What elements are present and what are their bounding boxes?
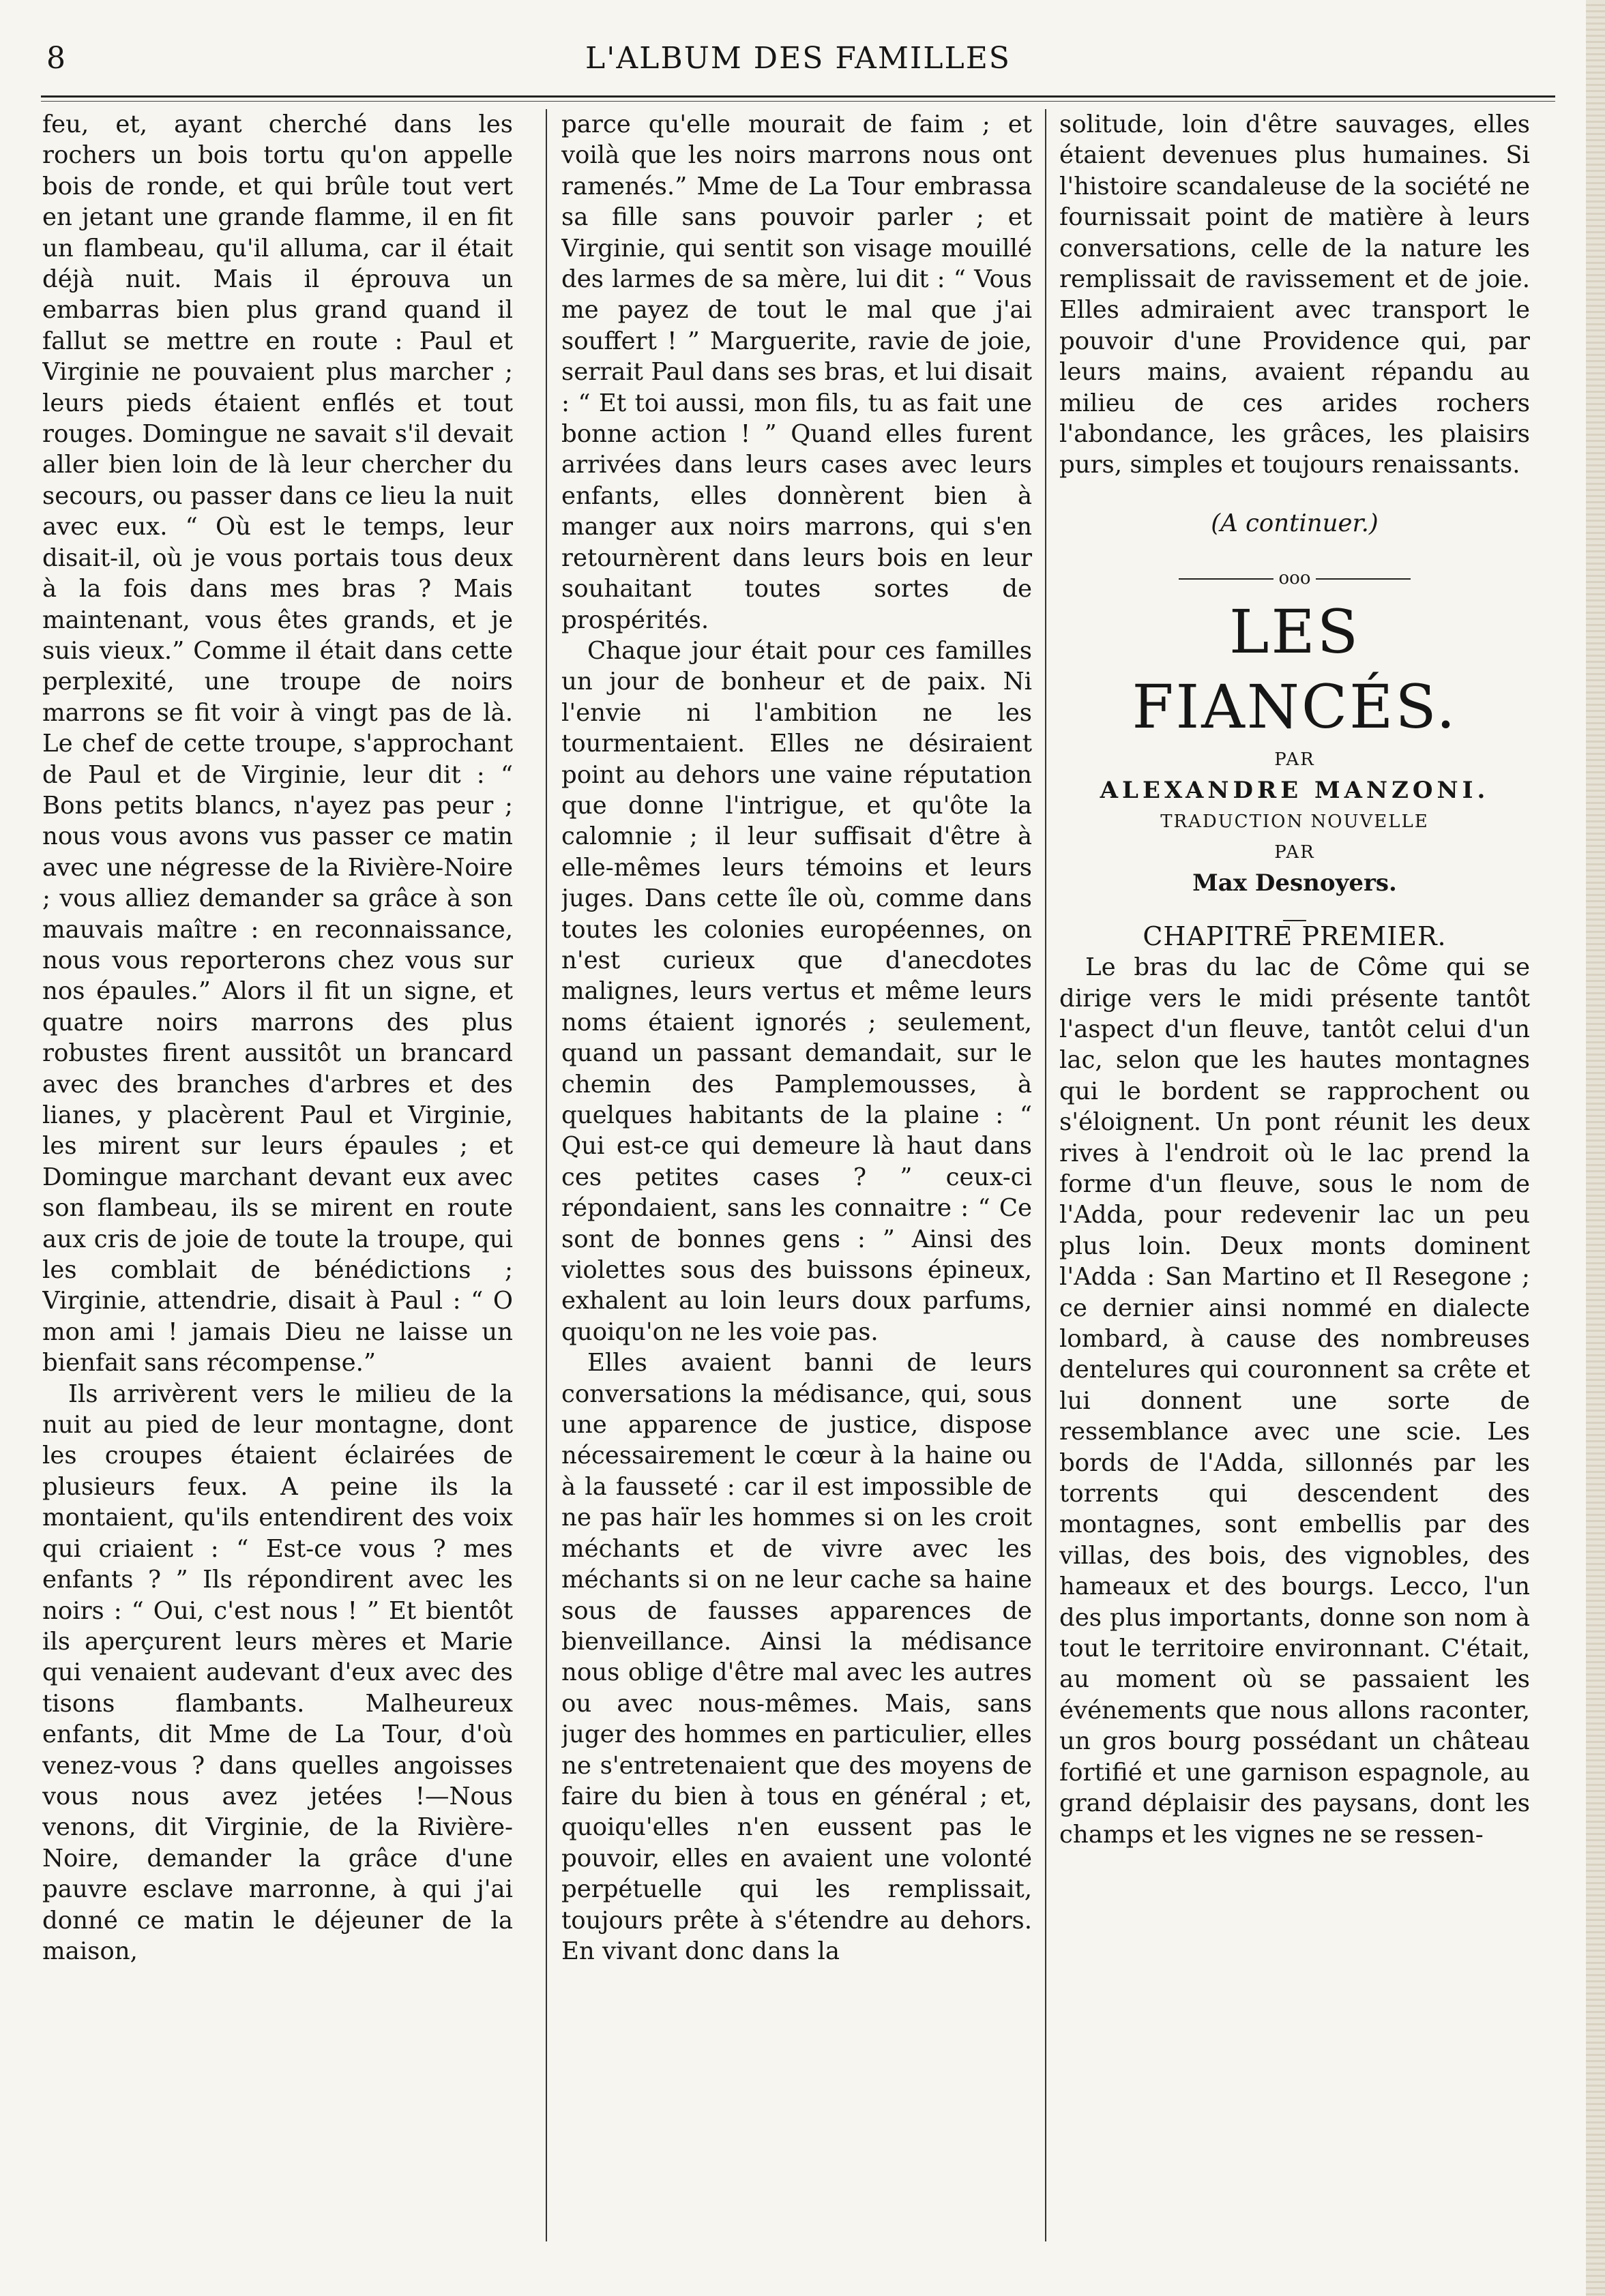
chapter-heading: CHAPITRE PREMIER. bbox=[1143, 921, 1447, 951]
column-divider-2 bbox=[1045, 109, 1046, 2241]
article-title: LES FIANCÉS. bbox=[1132, 596, 1458, 742]
paragraph: Le bras du lac de Côme qui se dirige vers le midi présente tantôt l'aspect d'un fleuve, tantôt celui d'un lac, selon que les hautes montagnes qui le bordent se rapprochent ou s'éloignent. Un pont réunit les deux rives à l'endroit où le lac prend la forme d'un fleuve, sous le nom de l'Adda, pour redevenir lac un peu plus loin. Deux monts dominent l'Adda : San Martino et Il Resegone ; ce dernier ainsi nommé en dialecte lombard, à cause des nombreuses dentelures qui couronnent sa crête et lui donnent une sorte de ressemblance avec une scie. Les bords de l'Adda, sillonnés par les torrents qui descendent des montagnes, sont embellis par des villas, des bois, des vignobles, des hameaux et des bourgs. Lecco, l'un des plus importants, donne son nom à tout le territoire environnant. C'était, au moment où se passaient les événements que nous allons raconter, un gros bourg possédant un château fortifié et une garnison espagnole, au grand déplaisir des paysans, dont les champs et les vignes ne se ressen- bbox=[1059, 953, 1530, 1849]
translation-note: TRADUCTION NOUVELLE bbox=[1160, 811, 1429, 832]
paragraph: Chaque jour était pour ces familles un jour de bonheur et de paix. Ni l'envie ni l'ambition ne les tourmentaient. Elles ne désiraient point au dehors une vaine réputation que donne l'intrigue, et qu'ôte la calomnie ; il leur suffisait d'être à elle-mêmes leurs témoins et leurs juges. Dans cette île où, comme dans toutes les colonies européennes, on n'est curieux que d'anecdotes malignes, leurs vertus et même leurs noms étaient ignorés ; seulement, quand un passant demandait, sur le chemin des Pamplemousses, à quelques habitants de la plaine : “ Qui est-ce qui demeure là haut dans ces petites cases ? ” ceux-ci répondaient, sans les connaitre : “ Ce sont de bonnes gens : ” Ainsi des violettes sous des buissons épineux, exhalent au loin leurs doux parfums, quoiqu'on ne les voie pas. bbox=[561, 636, 1032, 1346]
translator-name: Max Desnoyers. bbox=[1192, 869, 1397, 897]
byline-par: PAR bbox=[1274, 749, 1315, 770]
paragraph: feu, et, ayant cherché dans les rochers un bois tortu qu'on appelle bois de ronde, et qui brûle tout vert en jetant une grande flamme, il en fit un flambeau, qu'il alluma, car il était déjà nuit. Mais il éprouva un embarras bien plus grand quand il fallut se mettre en route : Paul et Virginie ne pouvaient plus marcher ; leurs pieds étaient enflés et tout rouges. Domingue ne savait s'il devait aller bien loin de là leur chercher du secours, ou passer dans ce lieu la nuit avec eux. “ Où est le temps, leur disait-il, où je vous portais tous deux à la fois dans mes bras ? Mais maintenant, vous êtes grands, et je suis vieux.” Comme il était dans cette perplexité, une troupe de noirs marrons se fit voir à vingt pas de là. Le chef de cette troupe, s'approchant de Paul et de Virginie, leur dit : “ Bons petits blancs, n'ayez pas peur ; nous vous avons vus passer ce matin avec une négresse de la Rivière-Noire ; vous alliez demander sa grâce à son mauvais maître : en reconnaissance, nous vous reporterons chez vous sur nos épaules.” Alors il fit un signe, et quatre noirs marrons des plus robustes firent aussitôt un brancard avec des branches d'arbres et des lianes, y placèrent Paul et Virginie, les mirent sur leurs épaules ; et Domingue marchant devant eux avec son flambeau, ils se mirent en route aux cris de joie de toute la troupe, qui les comblait de bénédictions ; Virginie, attendrie, disait à Paul : “ O mon ami ! jamais Dieu ne laisse un bienfait sans récompense.” bbox=[42, 110, 513, 1377]
author-name: ALEXANDRE MANZONI. bbox=[1100, 777, 1490, 805]
paragraph: solitude, loin d'être sauvages, elles étaient devenues plus humaines. Si l'histoire scandaleuse de la société ne fournissait point de matière à leurs conversations, celle de la nature les remplissait de ravissement et de joie. Elles admiraient avec transport le pouvoir d'une Providence qui, par leurs mains, avaient répandu au milieu de ces arides rochers l'abondance, les grâces, les plaisirs purs, simples et toujours renaissants. bbox=[1059, 110, 1530, 479]
to-be-continued: (A continuer.) bbox=[1211, 509, 1379, 537]
byline-par-2: PAR bbox=[1274, 841, 1315, 863]
column-2 bbox=[561, 109, 1032, 2248]
page-header bbox=[41, 41, 1555, 82]
column-divider-1 bbox=[546, 109, 547, 2241]
separator-mark: ooo bbox=[1278, 568, 1311, 589]
page-edge bbox=[1586, 0, 1605, 2296]
paragraph: Elles avaient banni de leurs conversations la médisance, qui, sous une apparence de justice, dispose nécessairement le cœur à la haine ou à la fausseté : car il est impossible de ne pas haïr les hommes si on les croit méchants et de vivre avec les méchants si on ne leur cache sa haine sous de fausses apparences de bienveillance. Ainsi la médisance nous oblige d'être mal avec les autres ou avec nous-mêmes. Mais, sans juger des hommes en particulier, elles ne s'entretenaient que des moyens de faire du bien à tous en général ; et, quoiqu'elles n'en eussent pas le pouvoir, elles en avaient une volonté perpétuelle qui les remplissait, toujours prête à s'étendre au dehors. En vivant donc dans la bbox=[561, 1349, 1032, 1965]
section-separator bbox=[1179, 563, 1411, 594]
paragraph: parce qu'elle mourait de faim ; et voilà que les noirs marrons nous ont ramenés.” Mme de La Tour embrassa sa fille sans pouvoir parler ; et Virginie, qui sentit son visage mouillé des larmes de sa mère, lui dit : “ Vous me payez de tout le mal que j'ai souffert ! ” Marguerite, ravie de joie, serrait Paul dans ses bras, et lui disait : “ Et toi aussi, mon fils, tu as fait une bonne action ! ” Quand elles furent arrivées dans leurs cases avec leurs enfants, elles donnèrent bien à manger aux noirs marrons, qui s'en retournèrent dans leurs bois en leur souhaitant toutes sortes de prospérités. bbox=[561, 110, 1032, 634]
column-1 bbox=[42, 109, 513, 2248]
header-rule bbox=[41, 95, 1555, 98]
running-head: L'ALBUM DES FAMILLES bbox=[585, 41, 1011, 76]
column-3 bbox=[1059, 109, 1530, 2248]
page-number: 8 bbox=[46, 41, 65, 76]
paragraph: Ils arrivèrent vers le milieu de la nuit au pied de leur montagne, dont les croupes étaient éclairées de plusieurs feux. A peine ils la montaient, qu'ils entendirent des voix qui criaient : “ Est-ce vous ? mes enfants ? ” Ils répondirent avec les noirs : “ Oui, c'est nous ! ” Et bientôt ils aperçurent leurs mères et Marie qui venaient audevant d'eux avec des tisons flambants. Malheureux enfants, dit Mme de La Tour, d'où venez-vous ? dans quelles angoisses vous nous avez jetées !—Nous venons, dit Virginie, de la Rivière-Noire, demander la grâce d'une pauvre esclave marronne, à qui j'ai donné ce matin le déjeuner de la maison, bbox=[42, 1380, 513, 1965]
header-rule-thin bbox=[41, 101, 1555, 102]
